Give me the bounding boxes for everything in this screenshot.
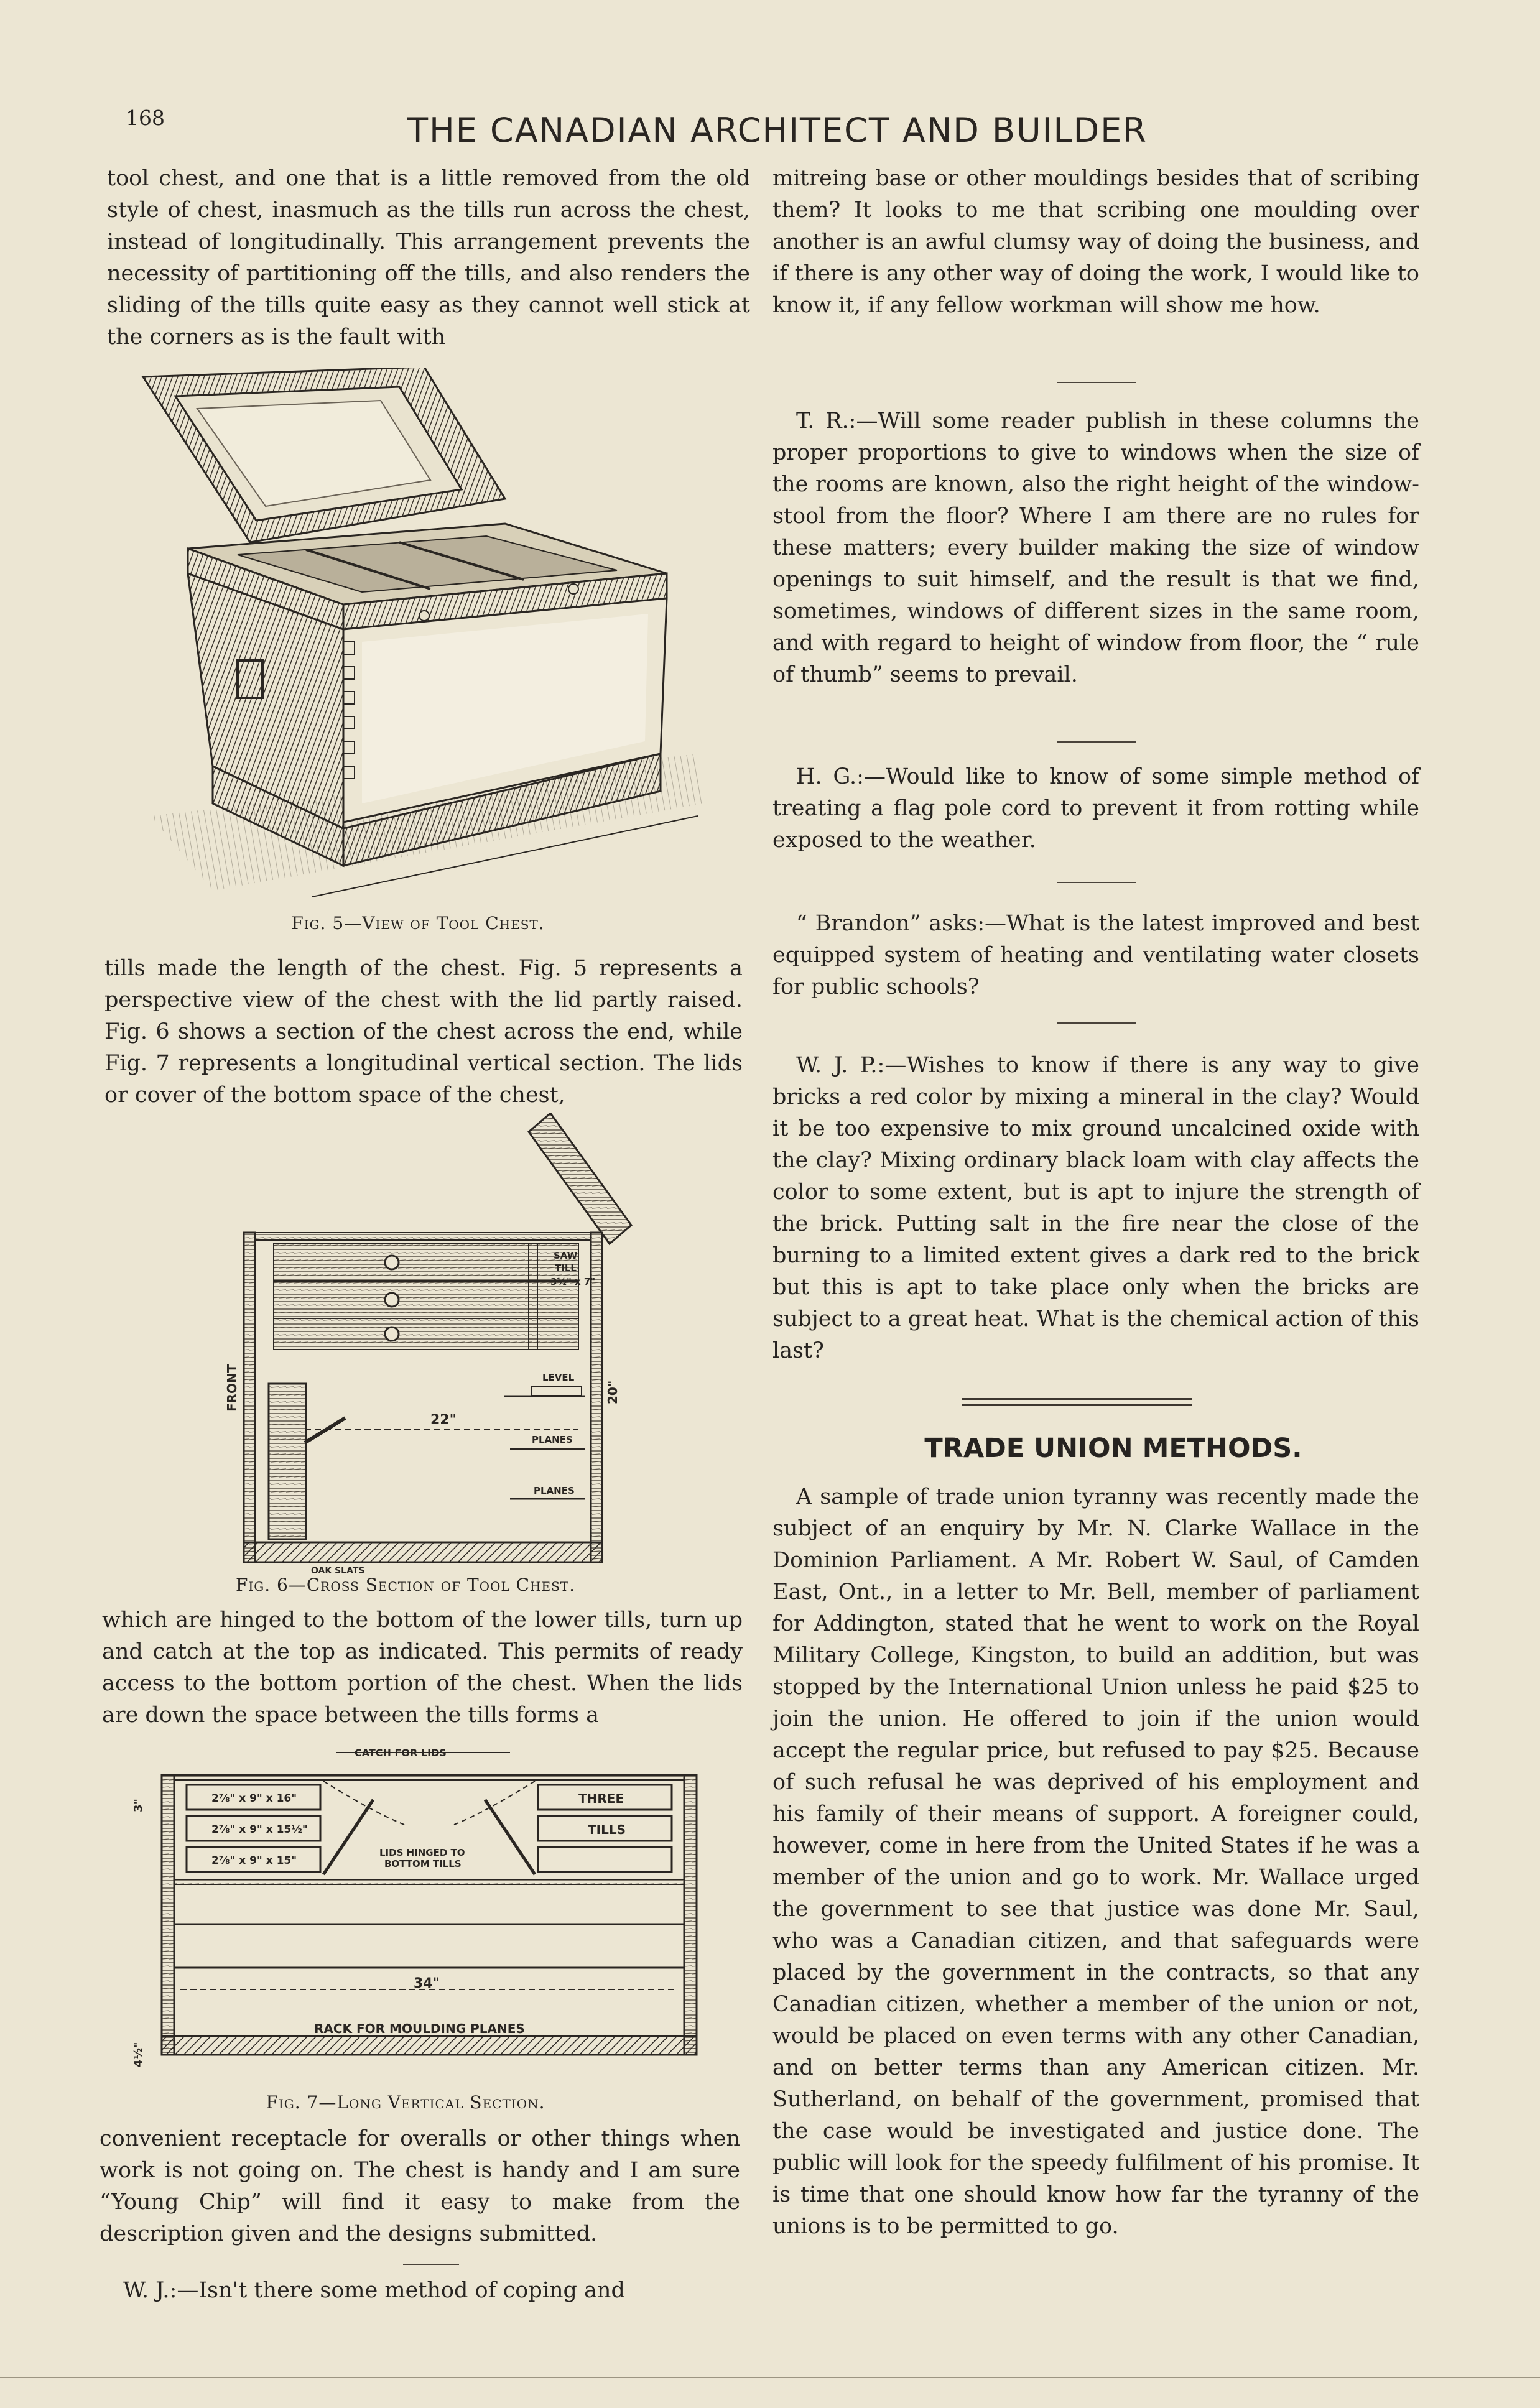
divider — [403, 2264, 459, 2265]
section-title: TRADE UNION METHODS. — [924, 1433, 1302, 1464]
height-dimension: 20" — [605, 1380, 620, 1404]
tool-chest-illustration — [138, 368, 710, 903]
paragraph: W. J.:—Isn't there some method of coping and — [123, 2278, 625, 2303]
paragraph: mitreing base or other mouldings besides that of scribing them? It looks to me that scribing one moulding over another is an awful clumsy way of doing the business, and if there is any other way of doing the work, I would like to know it, if any fellow workman will show me how. — [772, 166, 1419, 318]
paragraph: tills made the length of the chest. Fig. 5 represents a perspective view of the chest with the lid partly raised. Fig. 6 shows a section of the chest across the end, while Fig. 7 represents a longitudinal vertical section. The lids or cover of the bottom space of the chest, — [104, 956, 743, 1108]
figure-7-caption: Fig. 7—Long Vertical Section. — [266, 2092, 545, 2113]
divider — [1057, 882, 1136, 883]
saw-till-label-1: SAW — [554, 1250, 578, 1261]
till-dimension-1: 2⅞" x 9" x 16" — [211, 1792, 297, 1805]
three-tills-label-2: TILLS — [588, 1822, 626, 1837]
rack-label: RACK FOR MOULDING PLANES — [314, 2021, 525, 2036]
figure-5-caption: Fig. 5—View of Tool Chest. — [291, 913, 545, 933]
paragraph: T. R.:—Will some reader publish in these columns the proper proportions to give to windows when the size of the rooms are known, also the right height of the window-stool from the floor? Where I am there are no rules for these matters; every builder making the size of window openings to suit himself, and the result is that we find, sometimes, windows of different sizes in the same room, and with regard to height of window from floor, the “ rule of thumb” seems to prevail. — [772, 409, 1419, 687]
oak-slats-label: OAK SLATS — [311, 1566, 365, 1573]
lids-hinged-label-2: BOTTOM TILLS — [384, 1858, 462, 1869]
divider — [1057, 1022, 1136, 1024]
till-dimension-3: 2⅞" x 9" x 15" — [211, 1855, 297, 1867]
left-para-1 — [107, 163, 750, 353]
figure-5-tool-chest — [138, 368, 710, 903]
paragraph: A sample of trade union tyranny was recently made the subject of an enquiry by Mr. N. Clarke Wallace in the Dominion Parliament. A Mr. Robert W. Saul, of Camden East, Ont., in a letter to Mr. Bell, member of parliament for Addington, stated that he went to work on the Royal Military College, Kingston, to build an addition, but was stopped by the International Union unless he paid $25 to join the union. He offered to join if the union would accept the regular price, but refused to pay $25. Because of such refusal he was deprived of his employment and his family of their means of support. A foreigner could, however, come in here from the United States if he was a member of the union and go to work. Mr. Wallace urged the government to see that justice was done Mr. Saul, who was a Canadian citizen, and that safeguards were placed by the government in the contracts, so that any Canadian citizen, whether a member of the union or not, would be placed on even terms with any other Canadian, and on better terms than any American citizen. Mr. Sutherland, on behalf of the government, promised that the case would be investigated and justice done. The public will look for the speedy fulfilment of his promise. It is time that one should know how far the tyranny of the unions is to be permitted to go. — [772, 1484, 1419, 2239]
divider — [1057, 382, 1136, 383]
figure-7-long-section — [124, 1744, 721, 2080]
left-para-5 — [100, 2275, 740, 2307]
planes-label-upper: PLANES — [532, 1434, 573, 1445]
paragraph: W. J. P.:—Wishes to know if there is any way to give bricks a red color by mixing a mineral in the clay? Would it be too expensive to mix ground uncalcined oxide with the clay? Mixing ordinary black loam with clay affects the color to some extent, but is apt to injure the strength of the brick. Putting salt in the fire near the close of the burning to a limited extent gives a dark red to the brick but this is apt to take place only when the bricks are subject to a great heat. What is the chemical action of this last? — [772, 1053, 1419, 1363]
figure-6-cross-section — [211, 1113, 659, 1573]
right-para-1 — [772, 163, 1419, 322]
paragraph: H. G.:—Would like to know of some simple method of treating a flag pole cord to prevent it from rotting while exposed to the weather. — [772, 764, 1419, 853]
side-dimension-bottom: 4½" — [132, 2042, 145, 2067]
left-para-3 — [102, 1605, 743, 1731]
journal-title: THE CANADIAN ARCHITECT AND BUILDER — [407, 111, 1148, 150]
right-para-4 — [772, 908, 1419, 1003]
figure-6-caption: Fig. 6—Cross Section of Tool Chest. — [235, 1575, 576, 1595]
page-bottom-border — [0, 2377, 1540, 2378]
page-number: 168 — [126, 106, 165, 130]
front-label: FRONT — [225, 1364, 239, 1412]
width-dimension: 22" — [430, 1412, 457, 1428]
three-tills-label-1: THREE — [578, 1791, 624, 1806]
cross-section-drawing — [211, 1113, 659, 1573]
length-dimension: 34" — [414, 1976, 440, 1991]
till-dimension-2: 2⅞" x 9" x 15½" — [211, 1823, 308, 1836]
right-para-2 — [772, 405, 1419, 691]
lids-hinged-label-1: LIDS HINGED TO — [379, 1847, 465, 1858]
paragraph: which are hinged to the bottom of the lower tills, turn up and catch at the top as indicated. This permits of ready access to the bottom portion of the chest. When the lids are down the space between the tills forms a — [102, 1608, 743, 1728]
section-divider — [962, 1398, 1192, 1406]
long-section-drawing — [124, 1744, 721, 2080]
saw-till-dimension: 3½" x 7" — [550, 1276, 596, 1287]
catch-for-lids-label: CATCH FOR LIDS — [355, 1747, 447, 1759]
left-para-2 — [104, 953, 743, 1111]
right-para-6 — [772, 1481, 1419, 2243]
level-label: LEVEL — [542, 1372, 575, 1383]
left-para-4 — [100, 2123, 740, 2250]
right-para-5 — [772, 1050, 1419, 1367]
paragraph: tool chest, and one that is a little removed from the old style of chest, inasmuch as the tills run across the chest, instead of longitudinally. This arrangement prevents the necessity of partitioning off the tills, and also renders the sliding of the tills quite easy as they cannot well stick at the corners as is the fault with — [107, 166, 750, 350]
side-dimension-top: 3" — [132, 1799, 145, 1812]
saw-till-label-2: TILL — [555, 1262, 577, 1274]
divider — [1057, 741, 1136, 743]
paragraph: convenient receptacle for overalls or other things when work is not going on. The chest is handy and I am sure “Young Chip” will find it easy to make from the description given and the designs submitted. — [100, 2126, 740, 2246]
paragraph: “ Brandon” asks:—What is the latest improved and best equipped system of heating and ventilating water closets for public schools? — [772, 911, 1419, 999]
planes-label-lower: PLANES — [534, 1485, 575, 1496]
right-para-3 — [772, 761, 1419, 856]
